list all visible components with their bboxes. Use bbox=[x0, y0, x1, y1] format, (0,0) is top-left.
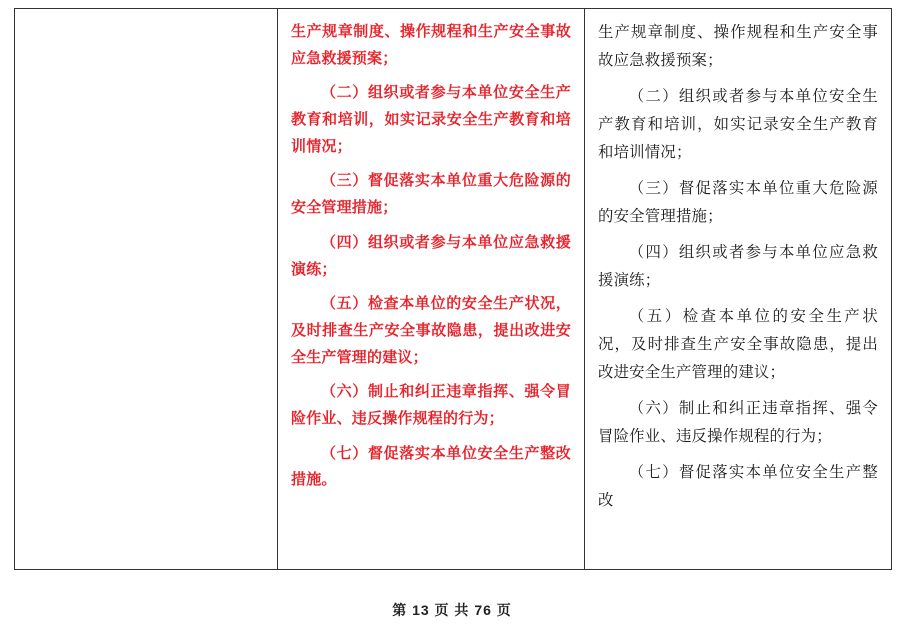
paragraph: （三）督促落实本单位重大危险源的安全管理措施； bbox=[291, 172, 571, 217]
paragraph: （七）督促落实本单位安全生产整改 bbox=[598, 464, 878, 510]
paragraph: （五）检查本单位的安全生产状况，及时排查生产安全事故隐患，提出改进安全生产管理的建议； bbox=[598, 308, 878, 382]
paragraph: 生产规章制度、操作规程和生产安全事故应急救援预案； bbox=[291, 23, 571, 67]
paragraph: （六）制止和纠正违章指挥、强令冒险作业、违反操作规程的行为； bbox=[598, 400, 878, 446]
paragraph: 生产规章制度、操作规程和生产安全事故应急救援预案； bbox=[598, 24, 878, 70]
left-column-content bbox=[15, 9, 277, 25]
paragraph: （五）检查本单位的安全生产状况，及时排查生产安全事故隐患，提出改进安全生产管理的建议； bbox=[291, 295, 571, 366]
paragraph: （四）组织或者参与本单位应急救援演练； bbox=[598, 244, 878, 290]
footer-total-pages: 76 bbox=[474, 602, 492, 618]
paragraph: （二）组织或者参与本单位安全生产教育和培训，如实记录安全生产教育和培训情况； bbox=[598, 88, 878, 162]
paragraph: （二）组织或者参与本单位安全生产教育和培训，如实记录安全生产教育和培训情况； bbox=[291, 84, 571, 155]
footer-middle: 页 共 bbox=[434, 602, 470, 618]
paragraph: （三）督促落实本单位重大危险源的安全管理措施； bbox=[598, 180, 878, 226]
middle-column-content bbox=[278, 9, 584, 500]
footer-current-page: 13 bbox=[412, 602, 430, 618]
comparison-table bbox=[14, 8, 892, 570]
table-cell-right bbox=[585, 9, 892, 570]
paragraph: （四）组织或者参与本单位应急救援演练； bbox=[291, 233, 571, 278]
footer-suffix: 页 bbox=[496, 602, 512, 618]
paragraph: （六）制止和纠正违章指挥、强令冒险作业、违反操作规程的行为； bbox=[291, 383, 571, 427]
table-cell-middle bbox=[278, 9, 585, 570]
footer-prefix: 第 bbox=[392, 602, 408, 618]
right-column-content bbox=[585, 9, 891, 522]
page-footer bbox=[0, 600, 904, 620]
table-row bbox=[15, 9, 892, 570]
table-cell-left bbox=[15, 9, 278, 570]
paragraph: （七）督促落实本单位安全生产整改措施。 bbox=[291, 444, 571, 489]
